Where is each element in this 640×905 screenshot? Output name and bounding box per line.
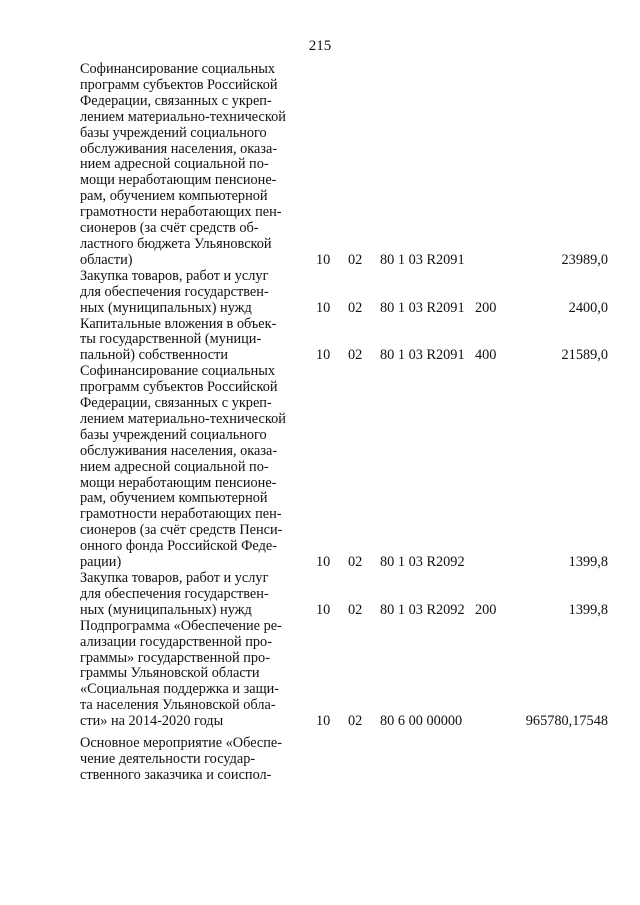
description-line: Софинансирование социальных	[80, 61, 275, 77]
amount: 21589,0	[561, 347, 608, 364]
section-code: 10	[316, 554, 331, 571]
table-row	[0, 619, 640, 730]
section-code: 10	[316, 601, 331, 618]
row-description	[80, 364, 302, 571]
subsection-code: 02	[348, 601, 363, 618]
description-line: сионеров (за счёт средств об-	[80, 220, 259, 237]
description-line: ных (муниципальных) нужд	[80, 299, 252, 316]
description-line: грамотности неработающих пен-	[80, 204, 282, 221]
row-description	[80, 736, 302, 784]
target-article-code: 80 1 03 R2091	[380, 251, 465, 268]
table-row	[0, 62, 640, 269]
description-line: та населения Ульяновской обла-	[80, 697, 276, 714]
description-line: мощи неработающим пенсионе-	[80, 172, 277, 189]
description-line: программ субъектов Российской	[80, 379, 278, 396]
description-line: нием адресной социальной по-	[80, 156, 269, 173]
expense-type-code: 400	[475, 347, 497, 364]
description-line: для обеспечения государствен-	[80, 283, 269, 300]
description-line: рации)	[80, 554, 122, 571]
description-line: области)	[80, 251, 133, 268]
description-line: нием адресной социальной по-	[80, 458, 269, 475]
description-line: граммы» государственной про-	[80, 649, 270, 666]
row-description	[80, 317, 302, 365]
section-code: 10	[316, 713, 331, 730]
description-line: базы учреждений социального	[80, 426, 267, 443]
row-description	[80, 62, 302, 269]
table-row	[0, 736, 640, 784]
description-line: обслуживания населения, оказа-	[80, 140, 278, 157]
subsection-code: 02	[348, 299, 363, 316]
subsection-code: 02	[348, 347, 363, 364]
expense-type-code: 200	[475, 299, 497, 316]
amount: 965780,17548	[525, 713, 608, 730]
section-code: 10	[316, 299, 331, 316]
section-code: 10	[316, 251, 331, 268]
description-line: Федерации, связанных с укреп-	[80, 92, 272, 109]
description-line: рам, обучением компьютерной	[80, 188, 268, 205]
amount: 23989,0	[561, 251, 608, 268]
target-article-code: 80 1 03 R2091	[380, 347, 465, 364]
description-line: мощи неработающим пенсионе-	[80, 474, 277, 491]
description-line: ализации государственной про-	[80, 633, 272, 650]
description-line: для обеспечения государствен-	[80, 585, 269, 602]
description-line: Капитальные вложения в объек-	[80, 315, 277, 332]
description-line: Подпрограмма «Обеспечение ре-	[80, 617, 282, 634]
table-row	[0, 571, 640, 619]
target-article-code: 80 1 03 R2092	[380, 554, 465, 571]
description-line: онного фонда Российской Феде-	[80, 538, 277, 555]
description-line: сти» на 2014-2020 годы	[80, 713, 224, 730]
description-line: Закупка товаров, работ и услуг	[80, 267, 269, 284]
amount: 2400,0	[568, 299, 608, 316]
budget-table	[0, 62, 640, 784]
description-line: ты государственной (муници-	[80, 331, 262, 348]
description-line: Закупка товаров, работ и услуг	[80, 570, 269, 586]
description-line: «Социальная поддержка и защи-	[80, 681, 280, 698]
target-article-code: 80 1 03 R2092	[380, 601, 465, 618]
row-description	[80, 619, 302, 730]
target-article-code: 80 1 03 R2091	[380, 299, 465, 316]
description-line: обслуживания населения, оказа-	[80, 442, 278, 459]
description-line: лением материально-технической	[80, 108, 286, 125]
description-line: программ субъектов Российской	[80, 76, 278, 93]
description-line: ных (муниципальных) нужд	[80, 601, 252, 618]
table-row	[0, 364, 640, 571]
description-line: рам, обучением компьютерной	[80, 490, 268, 507]
description-line: базы учреждений социального	[80, 124, 267, 141]
table-row	[0, 269, 640, 317]
row-description	[80, 269, 302, 317]
description-line: ластного бюджета Ульяновской	[80, 235, 272, 252]
row-description	[80, 571, 302, 619]
subsection-code: 02	[348, 554, 363, 571]
target-article-code: 80 6 00 00000	[380, 713, 463, 730]
description-line: лением материально-технической	[80, 410, 286, 427]
subsection-code: 02	[348, 251, 363, 268]
page-number: 215	[308, 38, 332, 54]
description-line: сионеров (за счёт средств Пенси-	[80, 522, 283, 539]
description-line: грамотности неработающих пен-	[80, 506, 282, 523]
description-line: пальной) собственности	[80, 347, 228, 364]
expense-type-code: 200	[475, 601, 497, 618]
description-line: Основное мероприятие «Обеспе-	[80, 735, 283, 752]
description-line: ственного заказчика и соиспол-	[80, 766, 272, 783]
description-line: Федерации, связанных с укреп-	[80, 395, 272, 412]
subsection-code: 02	[348, 713, 363, 730]
amount: 1399,8	[568, 554, 608, 571]
description-line: граммы Ульяновской области	[80, 665, 260, 682]
description-line: чение деятельности государ-	[80, 750, 256, 767]
amount: 1399,8	[568, 601, 608, 618]
table-row	[0, 317, 640, 365]
description-line: Софинансирование социальных	[80, 363, 275, 380]
section-code: 10	[316, 347, 331, 364]
